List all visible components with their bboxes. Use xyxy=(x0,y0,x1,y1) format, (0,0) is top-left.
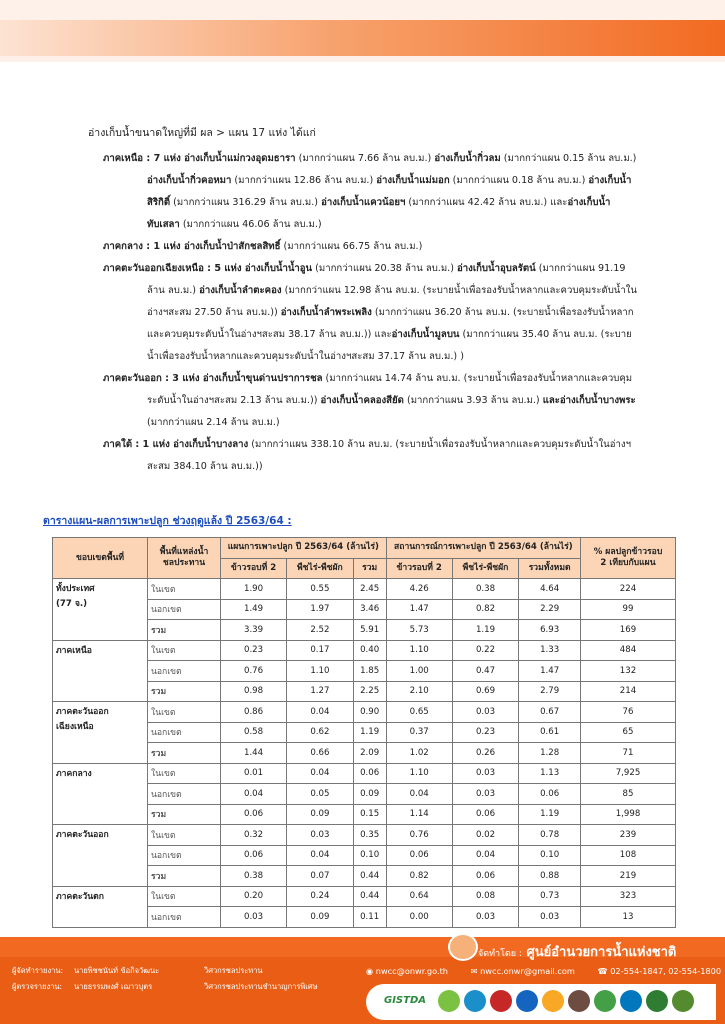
value-cell: 0.06 xyxy=(452,804,519,825)
agency-logo-icon xyxy=(542,990,564,1012)
value-cell: 1.90 xyxy=(221,579,287,600)
paragraph-line xyxy=(103,368,693,390)
region-paragraph xyxy=(103,368,693,434)
area-type-cell: รวม xyxy=(148,681,221,702)
value-cell: 0.32 xyxy=(221,825,287,846)
value-cell: 1.28 xyxy=(519,743,581,764)
region-name-cell: ภาคกลาง xyxy=(53,763,148,825)
area-type-cell: ในเขต xyxy=(148,825,221,846)
value-cell: 0.11 xyxy=(353,907,386,928)
reservoir-name: ภาคตะวันออกเฉียงเหนือ : 5 แห่ง อ่างเก็บน้ำน้ำอูน xyxy=(103,263,313,274)
value-cell: 0.04 xyxy=(452,845,519,866)
reservoir-name: ภาคตะวันออก : 3 แห่ง อ่างเก็บน้ำขุนด่านปราการชล xyxy=(103,373,323,384)
phone-contact: ☎ 02-554-1847, 02-554-1800 xyxy=(597,966,722,976)
reservoir-name: อ่างเก็บน้ำกิ่วคอหมา xyxy=(147,175,232,186)
value-cell: 0.08 xyxy=(452,886,519,907)
contact-info xyxy=(366,966,725,976)
reservoir-detail: (มากกว่าแผน 2.14 ล้าน ลบ.ม.) xyxy=(147,417,280,428)
reservoir-detail: (มากกว่าแผน 12.86 ล้าน ลบ.ม.) xyxy=(231,175,377,186)
value-cell: 0.64 xyxy=(386,886,452,907)
partner-logos xyxy=(366,984,716,1020)
region-paragraph xyxy=(103,148,693,236)
value-cell: 0.03 xyxy=(452,763,519,784)
reservoir-name: สิริกิติ์ xyxy=(147,197,171,208)
reservoir-detail: (มากกว่าแผน 0.15 ล้าน ลบ.ม.) xyxy=(500,153,637,164)
value-cell: 0.62 xyxy=(287,722,354,743)
gistda-logo: GISTDA xyxy=(384,995,426,1006)
value-cell: 6.93 xyxy=(519,620,581,641)
value-cell: 0.22 xyxy=(452,640,519,661)
value-cell: 0.90 xyxy=(353,702,386,723)
value-cell: 1.97 xyxy=(287,599,354,620)
value-cell: 1.19 xyxy=(353,722,386,743)
reservoir-detail: (มากกว่าแผน 14.74 ล้าน ลบ.ม. (ระบายน้ำเพื่อรองรับน้ำหลากและควบคุม xyxy=(322,373,633,384)
value-cell: 169 xyxy=(581,620,676,641)
value-cell: 1.10 xyxy=(386,640,452,661)
reservoir-detail: (มากกว่าแผน 12.98 ล้าน ลบ.ม. (ระบายน้ำเพื่อรองรับน้ำหลากและควบคุมระดับน้ำใน xyxy=(281,285,637,296)
reservoir-name: อ่างเก็บน้ำลำตะคอง xyxy=(199,285,282,296)
area-type-cell: นอกเขต xyxy=(148,599,221,620)
header-region: ขอบเขตพื้นที่ xyxy=(53,538,148,579)
value-cell: 0.15 xyxy=(353,804,386,825)
value-cell: 2.45 xyxy=(353,579,386,600)
value-cell: 0.55 xyxy=(287,579,354,600)
value-cell: 65 xyxy=(581,722,676,743)
value-cell: 0.06 xyxy=(353,763,386,784)
value-cell: 0.47 xyxy=(452,661,519,682)
reservoir-detail: และควบคุมระดับน้ำในอ่างฯสะสม 38.17 ล้าน ลบ.ม.)) และ xyxy=(147,329,392,340)
value-cell: 0.06 xyxy=(386,845,452,866)
value-cell: 0.17 xyxy=(287,640,354,661)
reservoir-detail: (มากกว่าแผน 42.42 ล้าน ลบ.ม.) และ xyxy=(405,197,568,208)
value-cell: 0.98 xyxy=(221,681,287,702)
value-cell: 0.61 xyxy=(519,722,581,743)
reservoir-detail: (มากกว่าแผน 3.93 ล้าน ลบ.ม.) xyxy=(403,395,543,406)
region-name-cell: ภาคเหนือ xyxy=(53,640,148,702)
value-cell: 1.02 xyxy=(386,743,452,764)
area-type-cell: นอกเขต xyxy=(148,661,221,682)
reservoir-detail: (มากกว่าแผน 46.06 ล้าน ลบ.ม.) xyxy=(179,219,322,230)
reservoir-detail: (มากกว่าแผน 20.38 ล้าน ลบ.ม.) xyxy=(312,263,458,274)
area-type-cell: นอกเขต xyxy=(148,722,221,743)
paragraph-line xyxy=(103,302,693,324)
reservoir-name: อ่างเก็บน้ำอุบลรัตน์ xyxy=(457,263,536,274)
value-cell: 0.24 xyxy=(287,886,354,907)
value-cell: 0.10 xyxy=(519,845,581,866)
area-type-cell: รวม xyxy=(148,620,221,641)
value-cell: 224 xyxy=(581,579,676,600)
reservoir-name: อ่างเก็บน้ำกิ่วลม xyxy=(434,153,501,164)
value-cell: 1.19 xyxy=(452,620,519,641)
reservoir-detail: (มากกว่าแผน 0.18 ล้าน ลบ.ม.) xyxy=(449,175,589,186)
paragraph-line xyxy=(103,412,693,434)
value-cell: 0.04 xyxy=(287,702,354,723)
value-cell: 2.10 xyxy=(386,681,452,702)
value-cell: 0.01 xyxy=(221,763,287,784)
value-cell: 85 xyxy=(581,784,676,805)
area-type-cell: ในเขต xyxy=(148,886,221,907)
value-cell: 3.39 xyxy=(221,620,287,641)
value-cell: 1.85 xyxy=(353,661,386,682)
value-cell: 0.88 xyxy=(519,866,581,887)
reservoir-detail: ล้าน ลบ.ม.) xyxy=(147,285,200,296)
agency-logo-icon xyxy=(594,990,616,1012)
value-cell: 219 xyxy=(581,866,676,887)
value-cell: 0.65 xyxy=(386,702,452,723)
value-cell: 1.47 xyxy=(386,599,452,620)
area-type-cell: รวม xyxy=(148,866,221,887)
value-cell: 5.73 xyxy=(386,620,452,641)
paragraph-line xyxy=(103,192,693,214)
area-type-cell: รวม xyxy=(148,804,221,825)
value-cell: 7,925 xyxy=(581,763,676,784)
value-cell: 1.00 xyxy=(386,661,452,682)
value-cell: 0.67 xyxy=(519,702,581,723)
value-cell: 76 xyxy=(581,702,676,723)
value-cell: 0.10 xyxy=(353,845,386,866)
area-type-cell: ในเขต xyxy=(148,702,221,723)
paragraph-line xyxy=(103,148,693,170)
value-cell: 0.03 xyxy=(452,907,519,928)
area-type-cell: ในเขต xyxy=(148,640,221,661)
reservoir-detail: (มากกว่าแผน 91.19 xyxy=(535,263,626,274)
table-row xyxy=(53,702,676,723)
value-cell: 0.03 xyxy=(519,907,581,928)
region-name-cell: ทั้งประเทศ (77 จ.) xyxy=(53,579,148,641)
value-cell: 0.23 xyxy=(452,722,519,743)
value-cell: 0.58 xyxy=(221,722,287,743)
report-credits: ผู้จัดทำรายงาน: นายพิชชนันท์ ข้อกิจวัฒนะ วิศวกรชลประทาน ผู้ตรวจรายงาน: นายธรรมพงศ์ เฌาวบุตร วิศวกรชลประทานชำนาญการพิเศษ xyxy=(12,966,318,991)
value-cell: 0.05 xyxy=(287,784,354,805)
value-cell: 1.13 xyxy=(519,763,581,784)
value-cell: 0.44 xyxy=(353,886,386,907)
reservoir-name: อ่างเก็บน้ำมูลบน xyxy=(391,329,460,340)
footer xyxy=(0,937,725,1024)
value-cell: 0.26 xyxy=(452,743,519,764)
agency-logo-icon xyxy=(464,990,486,1012)
header-percent: % ผลปลูกข้าวรอบ 2 เทียบกับแผน xyxy=(581,538,676,579)
value-cell: 1.44 xyxy=(221,743,287,764)
value-cell: 1.33 xyxy=(519,640,581,661)
paragraph-line xyxy=(103,434,693,456)
footer-title: จัดทำโดย : ศูนย์อำนวยการน้ำแห่งชาติ xyxy=(478,945,677,960)
area-type-cell: นอกเขต xyxy=(148,845,221,866)
value-cell: 239 xyxy=(581,825,676,846)
reservoir-name: และอ่างเก็บน้ำบางพระ xyxy=(542,395,636,406)
value-cell: 0.09 xyxy=(287,804,354,825)
value-cell: 0.37 xyxy=(386,722,452,743)
reservoir-detail: (มากกว่าแผน 35.40 ล้าน ลบ.ม. (ระบาย xyxy=(459,329,632,340)
value-cell: 0.20 xyxy=(221,886,287,907)
area-type-cell: นอกเขต xyxy=(148,907,221,928)
value-cell: 2.25 xyxy=(353,681,386,702)
header-result: สถานการณ์การเพาะปลูก ปี 2563/64 (ล้านไร่) xyxy=(386,538,580,559)
planting-table xyxy=(52,537,676,928)
agency-logo-icon xyxy=(438,990,460,1012)
reservoir-name: อ่างเก็บน้ำแควน้อยฯ xyxy=(321,197,406,208)
value-cell: 0.76 xyxy=(386,825,452,846)
value-cell: 0.76 xyxy=(221,661,287,682)
area-type-cell: ในเขต xyxy=(148,579,221,600)
value-cell: 2.09 xyxy=(353,743,386,764)
subheader-cell: รวม xyxy=(353,558,386,579)
reservoir-name: อ่างเก็บน้ำคลองสียัด xyxy=(320,395,404,406)
value-cell: 0.35 xyxy=(353,825,386,846)
reservoir-name: อ่างเก็บน้ำแม่มอก xyxy=(376,175,450,186)
subheader-cell: ข้าวรอบที่ 2 xyxy=(386,558,452,579)
reservoir-detail: (มากกว่าแผน 316.29 ล้าน ลบ.ม.) xyxy=(170,197,322,208)
reservoir-detail: (มากกว่าแผน 7.66 ล้าน ลบ.ม.) xyxy=(295,153,435,164)
value-cell: 0.04 xyxy=(221,784,287,805)
value-cell: 0.04 xyxy=(287,763,354,784)
water-drop-mascot-icon xyxy=(448,933,478,961)
reservoir-name: ภาคกลาง : 1 แห่ง อ่างเก็บน้ำป่าสักชลสิทธิ์ xyxy=(103,241,281,252)
reservoir-name: อ่างเก็บน้ำ xyxy=(567,197,611,208)
value-cell: 2.52 xyxy=(287,620,354,641)
agency-logo-icon xyxy=(516,990,538,1012)
subheader-cell: พืชไร่-พืชผัก xyxy=(287,558,354,579)
paragraph-line xyxy=(103,280,693,302)
region-paragraph xyxy=(103,258,693,368)
reservoir-detail: น้ำเพื่อรองรับน้ำหลากและควบคุมระดับน้ำในอ่างฯสะสม 37.17 ล้าน ลบ.ม.) ) xyxy=(147,351,464,362)
area-type-cell: นอกเขต xyxy=(148,784,221,805)
reservoir-detail: ระดับน้ำในอ่างฯสะสม 2.13 ล้าน ลบ.ม.)) xyxy=(147,395,321,406)
table-title: ตารางแผน-ผลการเพาะปลูก ช่วงฤดูแล้ง ปี 2563/64 : xyxy=(43,515,292,527)
subheader-cell: พืชไร่-พืชผัก xyxy=(452,558,519,579)
value-cell: 0.09 xyxy=(353,784,386,805)
area-type-cell: ในเขต xyxy=(148,763,221,784)
area-type-cell: รวม xyxy=(148,743,221,764)
header-bar xyxy=(0,20,725,56)
paragraph-line xyxy=(103,324,693,346)
value-cell: 0.78 xyxy=(519,825,581,846)
value-cell: 1,998 xyxy=(581,804,676,825)
value-cell: 0.06 xyxy=(221,804,287,825)
intro-text: อ่างเก็บน้ำขนาดใหญ่ที่มี ผล > แผน 17 แห่ง ได้แก่ xyxy=(88,127,316,139)
agency-logo-icon xyxy=(568,990,590,1012)
table-row xyxy=(53,640,676,661)
region-paragraph xyxy=(103,236,693,258)
value-cell: 4.26 xyxy=(386,579,452,600)
value-cell: 0.23 xyxy=(221,640,287,661)
value-cell: 0.03 xyxy=(452,784,519,805)
value-cell: 0.66 xyxy=(287,743,354,764)
reservoir-detail: (มากกว่าแผน 66.75 ล้าน ลบ.ม.) xyxy=(280,241,423,252)
value-cell: 214 xyxy=(581,681,676,702)
value-cell: 132 xyxy=(581,661,676,682)
table-row xyxy=(53,579,676,600)
value-cell: 0.04 xyxy=(287,845,354,866)
value-cell: 0.04 xyxy=(386,784,452,805)
reservoir-name: ภาคใต้ : 1 แห่ง อ่างเก็บน้ำบางลาง xyxy=(103,439,249,450)
value-cell: 323 xyxy=(581,886,676,907)
reservoir-detail: (มากกว่าแผน 36.20 ล้าน ลบ.ม. (ระบายน้ำเพื่อรองรับน้ำหลาก xyxy=(371,307,634,318)
agency-logo-icon xyxy=(620,990,642,1012)
value-cell: 1.47 xyxy=(519,661,581,682)
agency-logo-icon xyxy=(672,990,694,1012)
region-name-cell: ภาคตะวันออก เฉียงเหนือ xyxy=(53,702,148,764)
value-cell: 2.29 xyxy=(519,599,581,620)
paragraph-line xyxy=(103,214,693,236)
value-cell: 0.44 xyxy=(353,866,386,887)
value-cell: 2.79 xyxy=(519,681,581,702)
value-cell: 0.07 xyxy=(287,866,354,887)
value-cell: 71 xyxy=(581,743,676,764)
value-cell: 0.40 xyxy=(353,640,386,661)
value-cell: 1.10 xyxy=(386,763,452,784)
table-row xyxy=(53,825,676,846)
value-cell: 1.19 xyxy=(519,804,581,825)
region-name-cell: ภาคตะวันออก xyxy=(53,825,148,887)
agency-logo-icon xyxy=(646,990,668,1012)
value-cell: 5.91 xyxy=(353,620,386,641)
paragraph-line xyxy=(103,236,693,258)
value-cell: 0.86 xyxy=(221,702,287,723)
value-cell: 1.10 xyxy=(287,661,354,682)
value-cell: 99 xyxy=(581,599,676,620)
header-area: พื้นที่แหล่งน้ำ ชลประทาน xyxy=(148,538,221,579)
value-cell: 0.06 xyxy=(519,784,581,805)
table-row xyxy=(53,763,676,784)
paragraph-line xyxy=(103,346,693,368)
value-cell: 0.69 xyxy=(452,681,519,702)
value-cell: 0.38 xyxy=(221,866,287,887)
value-cell: 0.03 xyxy=(287,825,354,846)
agency-logo-icon xyxy=(490,990,512,1012)
subheader-cell: ข้าวรอบที่ 2 xyxy=(221,558,287,579)
email-contact[interactable]: ✉ nwcc.onwr@gmail.com xyxy=(470,966,575,976)
value-cell: 0.02 xyxy=(452,825,519,846)
header-plan: แผนการเพาะปลูก ปี 2563/64 (ล้านไร่) xyxy=(221,538,387,559)
value-cell: 0.03 xyxy=(452,702,519,723)
value-cell: 108 xyxy=(581,845,676,866)
value-cell: 3.46 xyxy=(353,599,386,620)
reservoir-detail: (มากกว่าแผน 338.10 ล้าน ลบ.ม. (ระบายน้ำเพื่อรองรับน้ำหลากและควบคุมระดับน้ำในอ่างฯ xyxy=(248,439,631,450)
table-row xyxy=(53,886,676,907)
reservoir-detail: สะสม 384.10 ล้าน ลบ.ม.)) xyxy=(147,461,263,472)
value-cell: 0.03 xyxy=(221,907,287,928)
reservoir-name: อ่างเก็บน้ำ xyxy=(588,175,632,186)
value-cell: 0.38 xyxy=(452,579,519,600)
value-cell: 0.00 xyxy=(386,907,452,928)
value-cell: 0.73 xyxy=(519,886,581,907)
paragraph-line xyxy=(103,456,693,478)
value-cell: 0.06 xyxy=(452,866,519,887)
value-cell: 0.06 xyxy=(221,845,287,866)
reservoir-name: ทับเสลา xyxy=(147,219,180,230)
reservoir-detail: อ่างฯสะสม 27.50 ล้าน ลบ.ม.)) xyxy=(147,307,281,318)
paragraph-line xyxy=(103,390,693,412)
region-name-cell: ภาคตะวันตก xyxy=(53,886,148,927)
value-cell: 1.49 xyxy=(221,599,287,620)
reservoir-name: อ่างเก็บน้ำลำพระเพลิง xyxy=(280,307,372,318)
value-cell: 1.27 xyxy=(287,681,354,702)
value-cell: 0.82 xyxy=(452,599,519,620)
reservoir-name: ภาคเหนือ : 7 แห่ง อ่างเก็บน้ำแม่กวงอุดมธารา xyxy=(103,153,296,164)
subheader-cell: รวมทั้งหมด xyxy=(519,558,581,579)
value-cell: 484 xyxy=(581,640,676,661)
paragraph-line xyxy=(103,258,693,280)
value-cell: 4.64 xyxy=(519,579,581,600)
paragraph-line xyxy=(103,170,693,192)
web-contact[interactable]: ◉ nwcc@onwr.go.th xyxy=(366,966,449,976)
region-paragraph xyxy=(103,434,693,478)
value-cell: 0.82 xyxy=(386,866,452,887)
value-cell: 13 xyxy=(581,907,676,928)
value-cell: 0.09 xyxy=(287,907,354,928)
value-cell: 1.14 xyxy=(386,804,452,825)
